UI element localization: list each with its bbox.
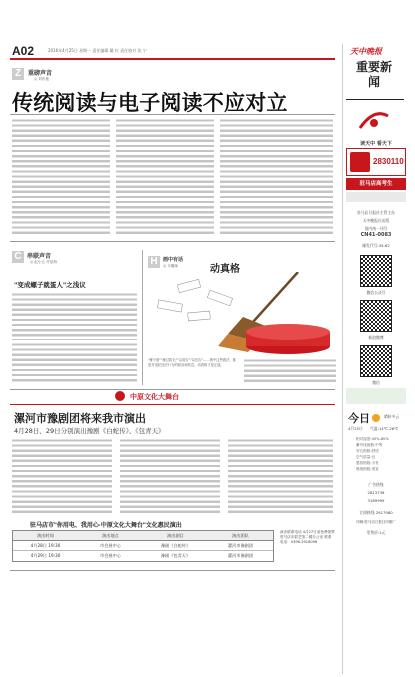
- contact-line-3: 国内统一刊号: [364, 226, 388, 231]
- culture-headline: 漯河市豫剧团将来我市演出: [14, 413, 146, 425]
- cartoon-side-text: [244, 358, 336, 384]
- weather-sun-icon: [370, 412, 382, 424]
- cartoon-label: 画中有话: [163, 257, 184, 263]
- schedule-cell: 豫剧《包青天》: [160, 553, 191, 558]
- schedule-header-venue: 演出地点: [102, 533, 119, 538]
- column-badge: C: [12, 251, 24, 263]
- schedule-table: [12, 530, 274, 562]
- column-label: 串联声音: [27, 253, 52, 260]
- schedule-header-troupe: 演出团队: [232, 533, 249, 538]
- page-bottom-rule: [10, 570, 335, 571]
- schedule-header-time: 演出时间: [37, 533, 54, 538]
- schedule-header-row: [13, 531, 273, 541]
- lead-headline: 传统阅读与电子阅读不应对立: [12, 90, 288, 115]
- lead-rule: [10, 114, 335, 115]
- side-promo: 读天中 看天下: [360, 141, 392, 147]
- contact-line-5: 邮发代号:35-62: [362, 243, 390, 248]
- weather-item: 相对湿度:40%-60%: [356, 437, 389, 441]
- cartoon-note: "雁不留""雁过拔毛""以前告""以后告"……图中这些做法，都是对违纪违法行为的纵容和姑息，动真格才是正道。: [148, 358, 236, 367]
- masthead-section: 重要新闻: [356, 60, 393, 89]
- contact-line-2: 天中晚报社出版: [362, 218, 390, 223]
- weather-item: 晨练指数:适宜: [356, 467, 379, 471]
- column-byline: ◎ 赵小五 许星海: [30, 260, 57, 264]
- culture-body-col2: [120, 438, 220, 513]
- culture-subhead: 4月28日、29日分别演出豫剧《白蛇传》、《包青天》: [14, 427, 165, 435]
- schedule-cell: 4月28日 19:30: [30, 543, 61, 548]
- column-title: "变成螺子就蛋人"之浅议: [14, 281, 86, 289]
- column-body: [12, 292, 137, 340]
- price-line: 零售价:1元: [366, 530, 386, 535]
- contact-line-4: CN41-0083: [360, 232, 392, 238]
- qr-code-3[interactable]: [360, 345, 392, 377]
- weather-items: [356, 436, 406, 472]
- weather-date: 4月25日: [348, 426, 363, 431]
- ad-phone-number-1: 2813736: [367, 490, 385, 495]
- schedule-cell: 豫剧《白蛇传》: [160, 543, 191, 548]
- schedule-header-play: 演出剧目: [167, 533, 184, 538]
- ad-phone-number-2: 3189999: [367, 498, 385, 503]
- ad-phone-label: 广告热线: [368, 482, 384, 487]
- lead-body-col2: [116, 118, 214, 236]
- sales-subbanner: [346, 192, 406, 202]
- lead-kicker-badge: Z: [12, 68, 24, 80]
- masthead-brand: 天中晚报: [350, 46, 382, 56]
- lead-kicker: 重磅声音: [28, 70, 53, 77]
- schedule-cell: 4月29日 19:30: [30, 553, 61, 558]
- lead-body-col1: [12, 118, 110, 236]
- schedule-cell: 漯河市豫剧团: [227, 543, 254, 548]
- weather-condition: 晴转多云: [384, 414, 400, 419]
- culture-body-col1: [12, 438, 112, 513]
- schedule-title: 驻马店市"你用电、我用心·中原文化大舞台"文化惠民演出: [30, 523, 182, 529]
- lead-byline: ◎ 刘传艳: [34, 77, 50, 81]
- lottery-logo-icon: [350, 152, 370, 172]
- subscription-line: 订阅热线 2917980: [359, 510, 393, 515]
- lead-bottom-rule: [10, 241, 335, 242]
- page-number: A02: [12, 44, 35, 58]
- qr-label-1: 微信公众号: [366, 290, 386, 295]
- qr-label-2: 新浪微博: [368, 335, 384, 340]
- qr-code-2[interactable]: [360, 300, 392, 332]
- lottery-number: 2830110: [373, 157, 404, 166]
- qr-label-3: 微信: [372, 380, 380, 385]
- sales-banner: 驻马店高考生: [346, 178, 406, 190]
- culture-logo-icon: [113, 390, 127, 402]
- lead-body-col3: [220, 118, 333, 236]
- lottery-box: [346, 148, 406, 176]
- weather-item: 紫外线指数:中等: [356, 443, 383, 447]
- column-body-2: [12, 342, 137, 384]
- weather-item: 穿衣指数:舒适: [356, 449, 379, 453]
- cartoon-label-badge: H: [148, 256, 160, 268]
- schedule-cell: 漯河市豫剧团: [227, 553, 254, 558]
- culture-banner: 中原文化大舞台: [130, 392, 179, 401]
- culture-top-rule: [10, 389, 335, 390]
- contact-line-1: 驻马店日报社主管主办: [357, 210, 395, 215]
- cartoon-title: 动真格: [210, 264, 240, 275]
- masthead-rule: [346, 99, 404, 100]
- printing-line: 印刷:驻马店日报社印刷厂: [356, 520, 396, 524]
- header-rule: [10, 58, 335, 60]
- weather-label: 今日: [348, 412, 370, 425]
- header-date-line: 2016年4月25日 星期一 责任编辑 戴 红 责任校对 张 宁: [48, 48, 147, 53]
- table-row: [13, 541, 273, 551]
- weather-item: 空气质量:良: [356, 455, 376, 459]
- dust-pile-illustration: [246, 324, 330, 354]
- cartoon-author: ◎ 木雕师: [163, 264, 179, 268]
- column-divider: [142, 250, 143, 385]
- floating-notes-illustration: [157, 279, 232, 321]
- culture-body-col3: [228, 438, 333, 513]
- cartoon-illustration: [148, 272, 336, 356]
- weather-item: 感冒指数:少发: [356, 461, 379, 465]
- schedule-cell: 市会展中心: [100, 543, 121, 548]
- weather-temp: 气温:14℃-26℃: [370, 426, 399, 431]
- qr-code-1[interactable]: [360, 255, 392, 287]
- ticket-note: 演出联系电话 4月27日前免费领票 驻马店市群艺馆二楼办公室 联系电话：0396-2918098: [280, 530, 335, 545]
- table-row: [13, 551, 273, 561]
- green-ad-banner: [346, 388, 406, 404]
- schedule-cell: 市会展中心: [100, 553, 121, 558]
- brand-logo-icon: [356, 106, 392, 136]
- culture-rule: [10, 404, 335, 405]
